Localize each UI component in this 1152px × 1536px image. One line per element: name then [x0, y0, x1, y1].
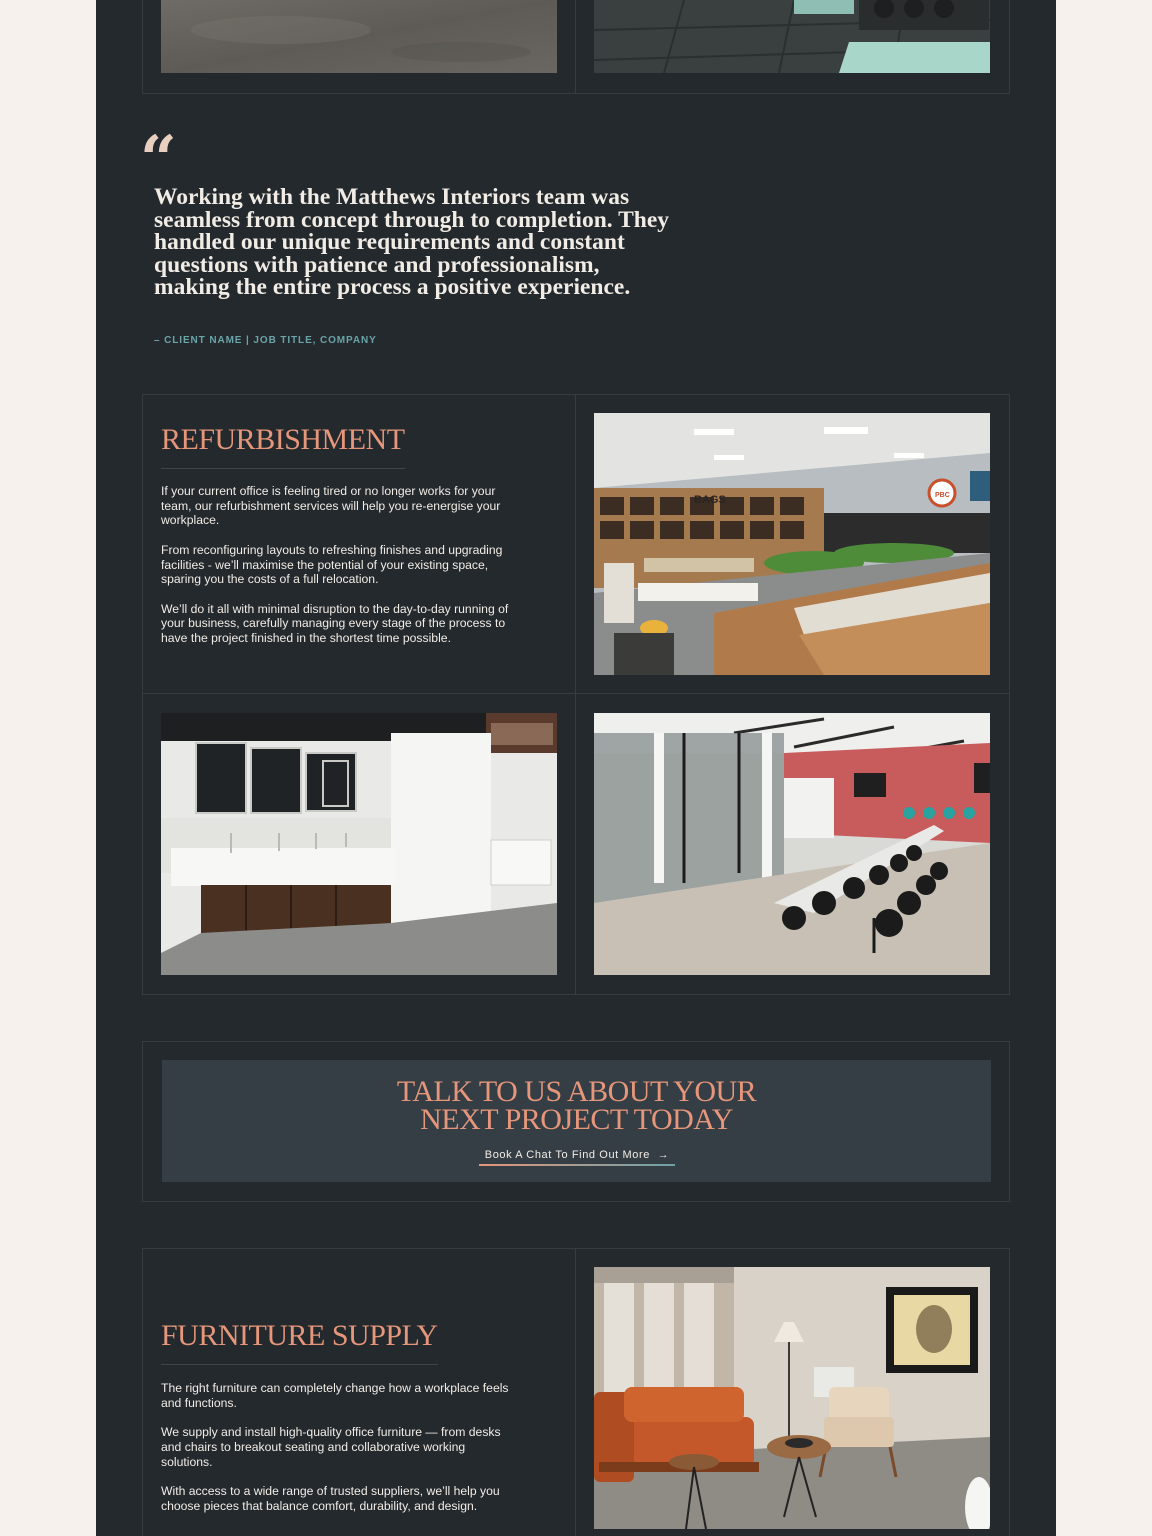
lounge-furniture-image	[594, 1267, 990, 1529]
furniture-paragraph: With access to a wide range of trusted suppliers, we’ll help you choose pieces that balance comfort, durability, and design.	[161, 1483, 500, 1513]
book-chat-link[interactable]	[479, 1149, 675, 1166]
furniture-title: FURNITURE SUPPLY	[161, 1320, 438, 1365]
refurbishment-title: REFURBISHMENT	[161, 424, 405, 469]
testimonial-cite: – CLIENT NAME | JOB TITLE, COMPANY	[154, 335, 377, 346]
refurbishment-grid-hdivider	[142, 693, 1010, 694]
furniture-body	[161, 1381, 511, 1528]
refurbishment-paragraph: If your current office is feeling tired or no longer works for your team, our refurbishment services will help you re-energise your workplace.	[161, 484, 501, 528]
page-content	[96, 0, 1056, 1536]
refurbishment-paragraph: From reconfiguring layouts to refreshing finishes and upgrading facilities - we’ll maximise the potential of your existing space, sparing you the costs of a full relocation.	[161, 542, 503, 587]
breakout-area-image	[594, 413, 990, 675]
breakout-badge-text: PBC	[935, 492, 950, 499]
testimonial-quote: Working with the Matthews Interiors team was seamless from concept through to completion. They handled our unique requirements and constant questions with patience and professionalism, making the entire process a positive experience.	[154, 184, 670, 301]
furniture-paragraph: The right furniture can completely change how a workplace feels and functions.	[161, 1381, 509, 1410]
open-plan-office-image	[594, 713, 990, 975]
gallery-top-divider	[575, 0, 576, 94]
furniture-paragraph: We supply and install high-quality office furniture — from desks and chairs to breakout seating and collaborative working solutions.	[161, 1425, 501, 1469]
furniture-grid-vdivider	[575, 1248, 576, 1536]
concrete-floor-image	[161, 0, 557, 73]
refurbishment-paragraph: We’ll do it all with minimal disruption to the day-to-day running of your business, carefully managing every stage of the process to have the project finished in the shortest time possible.	[161, 601, 509, 645]
refurbishment-body	[161, 484, 511, 660]
cta-title: TALK TO US ABOUT YOUR NEXT PROJECT TODAY	[396, 1075, 757, 1136]
washroom-image	[161, 713, 557, 975]
gym-floor-image	[594, 0, 990, 73]
cta-banner	[162, 1060, 991, 1182]
refurbishment-grid-vdivider	[575, 394, 576, 995]
breakout-sign-text: BAGS	[694, 494, 726, 506]
quote-mark-icon: “	[140, 122, 173, 197]
book-chat-link-label: Book A Chat To Find Out More	[484, 1149, 650, 1161]
arrow-right-icon: →	[657, 1149, 670, 1161]
